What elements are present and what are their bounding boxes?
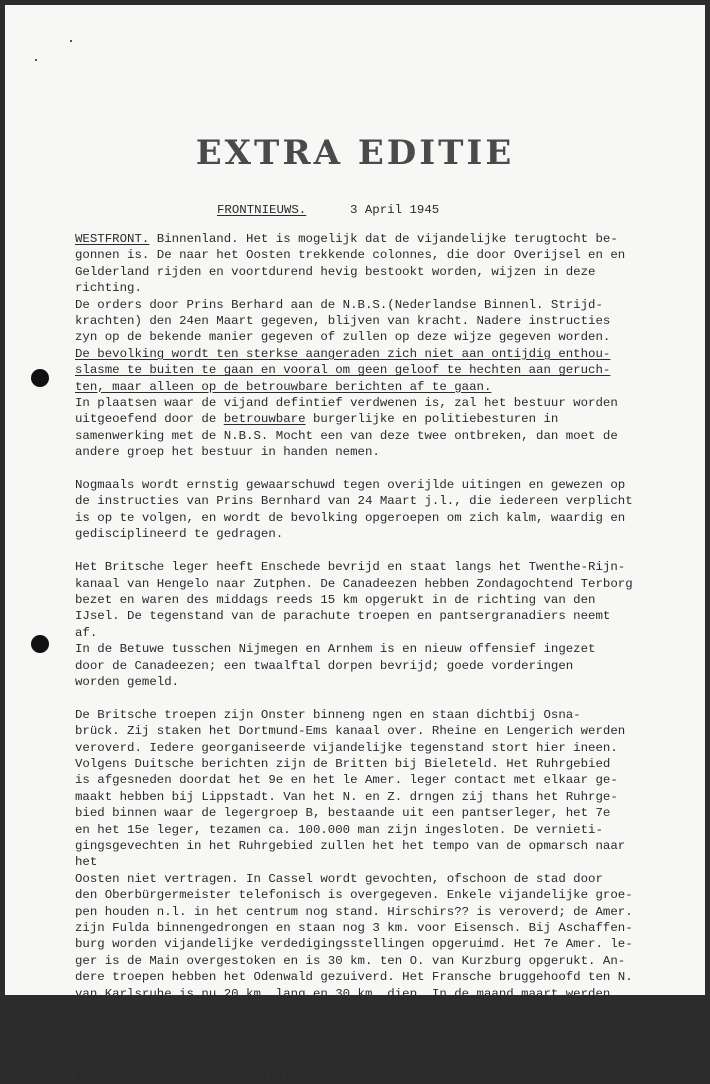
text-line: krachten) den 24en Maart gegeven, blijven van kracht. Nadere instructies (75, 314, 611, 329)
underlined-line: De bevolking wordt ten sterkse aangeraden zich niet aan ontijdig enthou- (75, 346, 611, 361)
text-line: bied binnen waar de legergroep B, bestaande uit een pantserleger, het 7e (75, 806, 611, 821)
text-line: andere groep het bestuur in handen nemen. (75, 445, 380, 460)
underlined-line: ten, maar alleen op de betrouwbare berichten af te gaan. (75, 379, 492, 394)
text-line: burgerlijke en politiebesturen in (305, 412, 559, 427)
text-line: IJsel. De tegenstand van de parachute troepen en pantsergranadiers neemt (75, 609, 611, 624)
text-line: de instructies van Prins Bernhard van 24 Maart j.l., die iedereen verplicht (75, 494, 633, 509)
underlined-word: betrouwbare (223, 412, 306, 427)
article-body (75, 231, 675, 1084)
page-title: EXTRA EDITIE (195, 133, 515, 173)
text-line: dere troepen hebben het Odenwald gezuiverd. Het Fransche bruggehoofd ten N. (75, 970, 633, 985)
text-line: bezet en waren des middags reeds 15 km opgerukt in de richting van den (75, 592, 596, 607)
text-line: In plaatsen waar de vijand defintief verdwenen is, zal het bestuur worden (75, 396, 618, 411)
text-line: is op te volgen, en wordt de bevolking opgeroepen om zich kalm, waardig en (75, 510, 626, 525)
issue-date: 3 April 1945 (350, 203, 440, 217)
punch-hole-lower (31, 635, 49, 653)
text-line: af. (75, 625, 98, 640)
text-line: De Britsche troepen zijn Onster binneng ngen en staan dichtbij Osna- (75, 707, 581, 722)
text-line: zyn op de bekende manier gegeven of zullen op deze wijze gegeven worden. (75, 330, 611, 345)
text-line: veroverd. Iedere georganiseerde vijandelijke tegenstand stort hier ineen. (75, 740, 618, 755)
text-line: brück. Zij staken het Dortmund-Ems kanaal over. Rheine en Lengerich werden (75, 724, 626, 739)
text-line: Het Britsche leger heeft Enschede bevrijd en staat langs het Twenthe-Rijn- (75, 560, 626, 575)
text-line: Volgens Duitsche berichten zijn de Britten bij Bieleteld. Het Ruhrgebied (75, 756, 611, 771)
text-line: samenwerking met de N.B.S. Mocht een van deze twee ontbreken, dan moet de (75, 428, 618, 443)
front-report-paragraph (75, 707, 675, 1035)
text-line: den Oberbürgermeister telefonisch is overgegeven. Enkele vijandelijke groe- (75, 888, 633, 903)
text-line: Binnenland. Het is mogelijk dat de vijandelijke terugtocht be- (149, 232, 618, 246)
warning-paragraph (75, 477, 675, 543)
text-line: 20.000 per dag. (75, 1019, 187, 1034)
section-heading: FRONTNIEUWS. (217, 203, 307, 217)
luchtfront-label: LUCHTFRONT. (75, 1052, 157, 1067)
text-line: gingsgevechten in het Ruhrgebied zullen het het tempo van de opmarsch naar (75, 838, 626, 853)
punch-hole-upper (31, 369, 49, 387)
text-line: is afgesneden doordat het 9e en het le Amer. leger contact met elkaar ge- (75, 773, 618, 788)
text-line: in Thuringen aan. Vanuit Italië werden spw.doelen in Oostenrijk en N.Ita- (75, 1068, 618, 1083)
british-army-paragraph (75, 559, 675, 690)
text-line: richting. (75, 281, 142, 296)
text-line: 350.0000 krijgsgevangenen gemaakt. De laatste dagen bedroeg het aantal (75, 1003, 596, 1018)
text-line: zijn Fulda binnengedrongen en staan nog 3 km. voor Eisensch. Bij Aschaffen- (75, 921, 633, 936)
text-line: van Karlsruhe is nu 20 km. lang en 30 km. diep. In de maand maart werden (75, 986, 611, 1001)
text-line: en het 15e leger, tezamen ca. 100.000 man zijn ingesloten. De vernieti- (75, 822, 603, 837)
text-line: het (75, 855, 98, 870)
westfront-paragraph (75, 231, 675, 461)
luchtfront-paragraph (75, 1051, 675, 1084)
text-line: door de Canadeezen; een twaalftal dorpen bevrijd; goede vorderingen (75, 658, 574, 673)
text-line: burg worden vijandelijke verdedigingsstellingen opgeruimd. Het 7e Amer. le- (75, 937, 633, 952)
text-line: maakt hebben bij Lippstadt. Van het N. en Z. drngen zij thans het Ruhrge- (75, 789, 618, 804)
text-line: In de Betuwe tusschen Nijmegen en Arnhem is en nieuw offensief ingezet (75, 642, 596, 657)
text-line: pen houden n.l. in het centrum nog stand. Hirschirs?? is veroverd; de Amer. (75, 904, 633, 919)
text-line: Gelderland rijden en voortdurend hevig bestookt worden, wijzen in deze (75, 264, 596, 279)
text-line: Oosten niet vertragen. In Cassel wordt gevochten, ofschoon de stad door (75, 871, 603, 886)
text-line: ger is de Main overgestoken en is 30 km. ten O. van Kurzburg opgerukt. An- (75, 953, 626, 968)
paper-speck (35, 59, 37, 61)
westfront-label: WESTFRONT. (75, 232, 150, 246)
text-line: kanaal van Hengelo naar Zutphen. De Canadeezen hebben Zondagochtend Terborg (75, 576, 633, 591)
text-line: uitgeoefend door de (75, 412, 224, 427)
document-page (5, 5, 705, 1083)
text-line: gedisciplineerd te gedragen. (75, 527, 284, 542)
text-line: De Amerikanen vielen gisteren Holzmünden, Er??? en Mülhousen (156, 1052, 611, 1067)
paper-speck (70, 40, 72, 42)
text-line: Nogmaals wordt ernstig gewaarschuwd tegen overijlde uitingen en gewezen op (75, 478, 626, 493)
underlined-line: slasme te buiten te gaan en vooral om geen geloof te hechten aan geruch- (75, 363, 611, 378)
text-line: gonnen is. De naar het Oosten trekkende colonnes, die door Overijsel en en (75, 248, 626, 263)
text-line: De orders door Prins Berhard aan de N.B.S.(Nederlandse Binnenl. Strijd- (75, 297, 603, 312)
text-line: worden gemeld. (75, 674, 180, 689)
